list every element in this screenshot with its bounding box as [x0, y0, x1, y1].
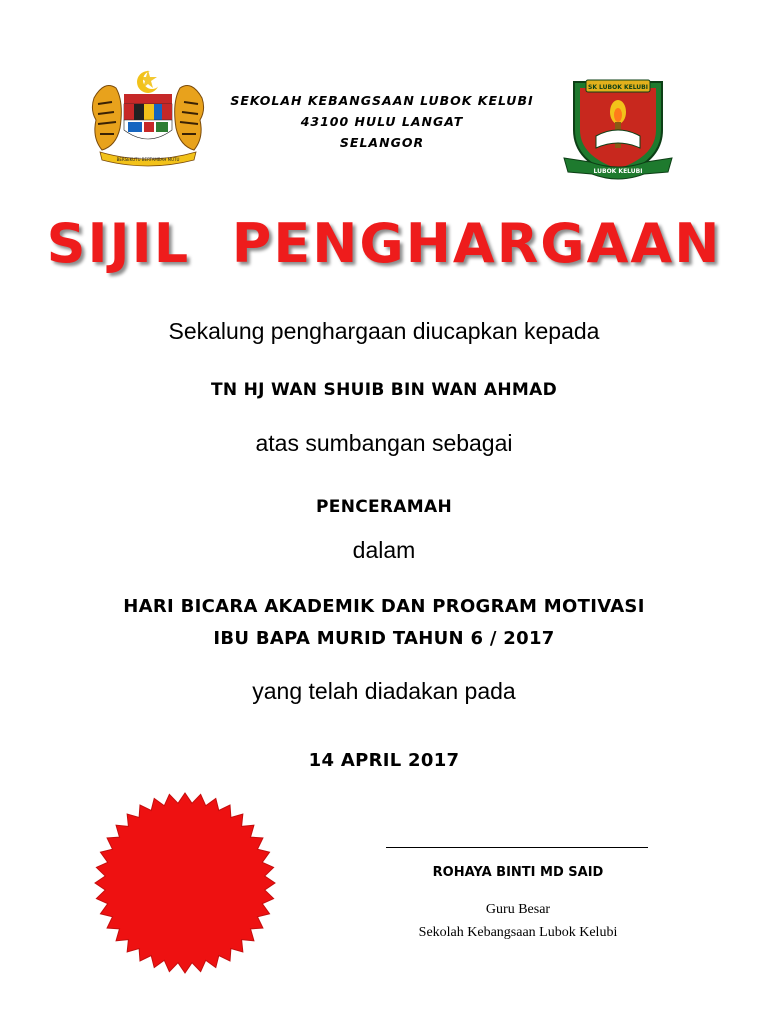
intro-text: Sekalung penghargaan diucapkan kepada: [168, 318, 600, 344]
contribution-text: atas sumbangan sebagai: [255, 430, 513, 456]
school-state: SELANGOR: [339, 135, 425, 150]
held-on-text: yang telah diadakan pada: [252, 678, 516, 704]
red-seal-icon: [92, 790, 278, 976]
school-name: SEKOLAH KEBANGSAAN LUBOK KELUBI: [230, 93, 534, 108]
event-title-line2: IBU BAPA MURID TAHUN 6 / 2017: [213, 628, 555, 649]
event-title-line1: HARI BICARA AKADEMIK DAN PROGRAM MOTIVASI: [123, 596, 645, 617]
signatory-position: Guru Besar: [485, 902, 551, 917]
crest-bottom-banner-text: LUBOK KELUBI: [593, 168, 643, 175]
school-crest-icon: [560, 76, 676, 182]
motto-text: BERSEKUTU BERTAMBAH MUTU: [116, 157, 180, 162]
signatory-organization: Sekolah Kebangsaan Lubok Kelubi: [418, 925, 618, 940]
school-address: 43100 HULU LANGAT: [300, 114, 464, 129]
certificate-title: SIJIL PENGHARGAAN: [46, 212, 722, 275]
within-text: dalam: [352, 537, 416, 563]
crest-top-banner-text: SK LUBOK KELUBI: [588, 84, 648, 91]
event-date: 14 APRIL 2017: [308, 750, 460, 771]
recipient-name: TN HJ WAN SHUIB BIN WAN AHMAD: [211, 380, 557, 400]
signatory-name: ROHAYA BINTI MD SAID: [432, 865, 604, 880]
signature-line: [386, 847, 648, 848]
coat-of-arms-icon: [86, 68, 210, 168]
school-header: [200, 90, 564, 153]
role-text: PENCERAMAH: [316, 497, 452, 517]
